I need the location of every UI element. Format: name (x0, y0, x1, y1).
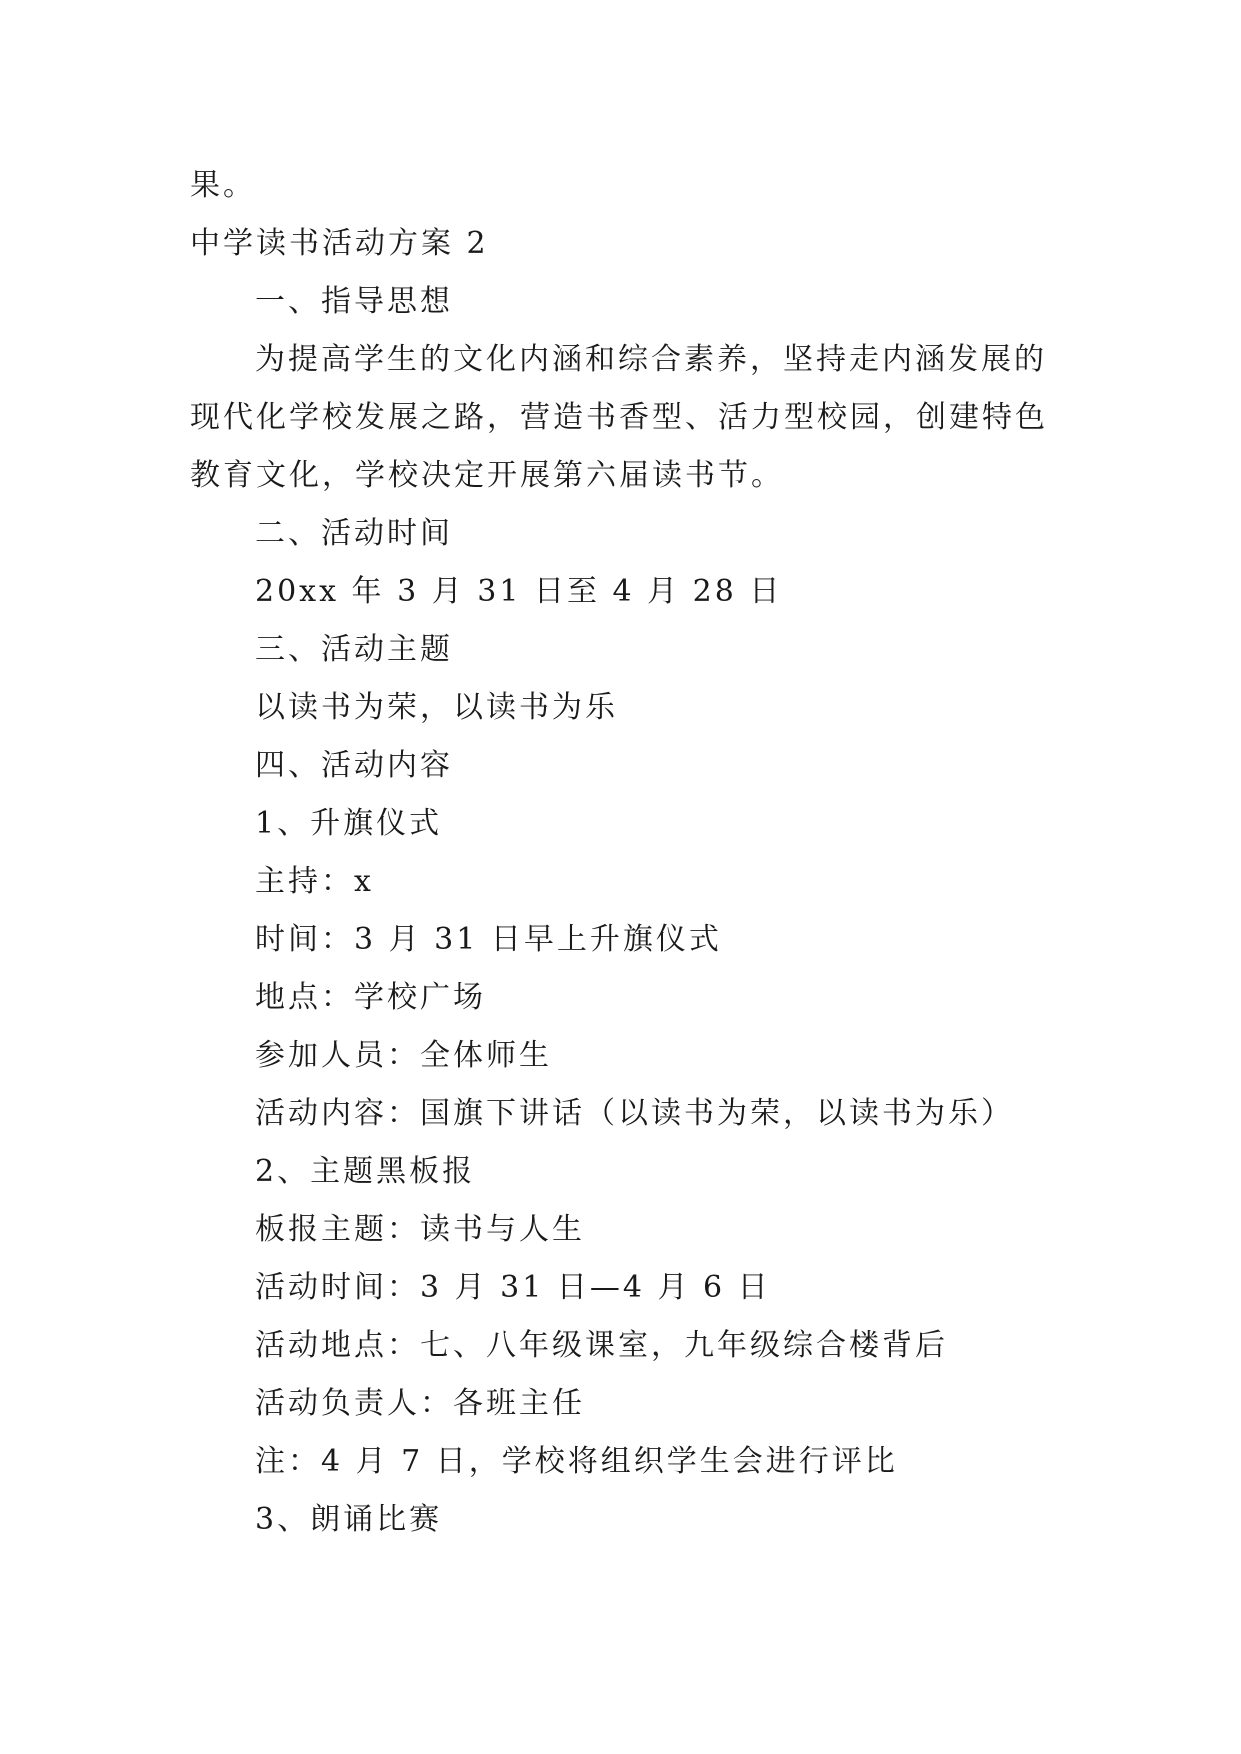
detail-line: 主持：x (255, 864, 374, 899)
detail-line: 活动负责人：各班主任 (255, 1386, 585, 1421)
note-line: 注：4 月 7 日，学校将组织学生会进行评比 (255, 1444, 898, 1479)
heading-activity-theme: 三、活动主题 (255, 632, 453, 667)
detail-line: 地点：学校广场 (255, 980, 486, 1015)
detail-line: 活动内容：国旗下讲话（以读书为荣，以读书为乐） (255, 1096, 1014, 1131)
body-text-line: 教育文化，学校决定开展第六届读书节。 (190, 458, 784, 493)
detail-line: 活动时间：3 月 31 日—4 月 6 日 (255, 1270, 771, 1305)
subheading-blackboard: 2、主题黑板报 (255, 1154, 476, 1189)
body-text-line: 现代化学校发展之路，营造书香型、活力型校园，创建特色 (190, 400, 1048, 435)
heading-activity-content: 四、活动内容 (255, 748, 453, 783)
detail-line: 活动地点：七、八年级课室，九年级综合楼背后 (255, 1328, 948, 1363)
activity-time-value: 20xx 年 3 月 31 日至 4 月 28 日 (255, 574, 783, 609)
detail-line: 板报主题：读书与人生 (255, 1212, 585, 1247)
subheading-flag-ceremony: 1、升旗仪式 (255, 806, 443, 841)
subheading-recitation: 3、朗诵比赛 (255, 1502, 443, 1537)
activity-theme-value: 以读书为荣，以读书为乐 (255, 690, 618, 725)
detail-line: 时间：3 月 31 日早上升旗仪式 (255, 922, 722, 957)
heading-guiding-ideology: 一、指导思想 (255, 284, 453, 319)
detail-line: 参加人员：全体师生 (255, 1038, 552, 1073)
paragraph-continuation: 果。 (190, 168, 256, 203)
section-title: 中学读书活动方案 2 (190, 226, 489, 261)
body-text-line: 为提高学生的文化内涵和综合素养，坚持走内涵发展的 (255, 342, 1047, 377)
heading-activity-time: 二、活动时间 (255, 516, 453, 551)
